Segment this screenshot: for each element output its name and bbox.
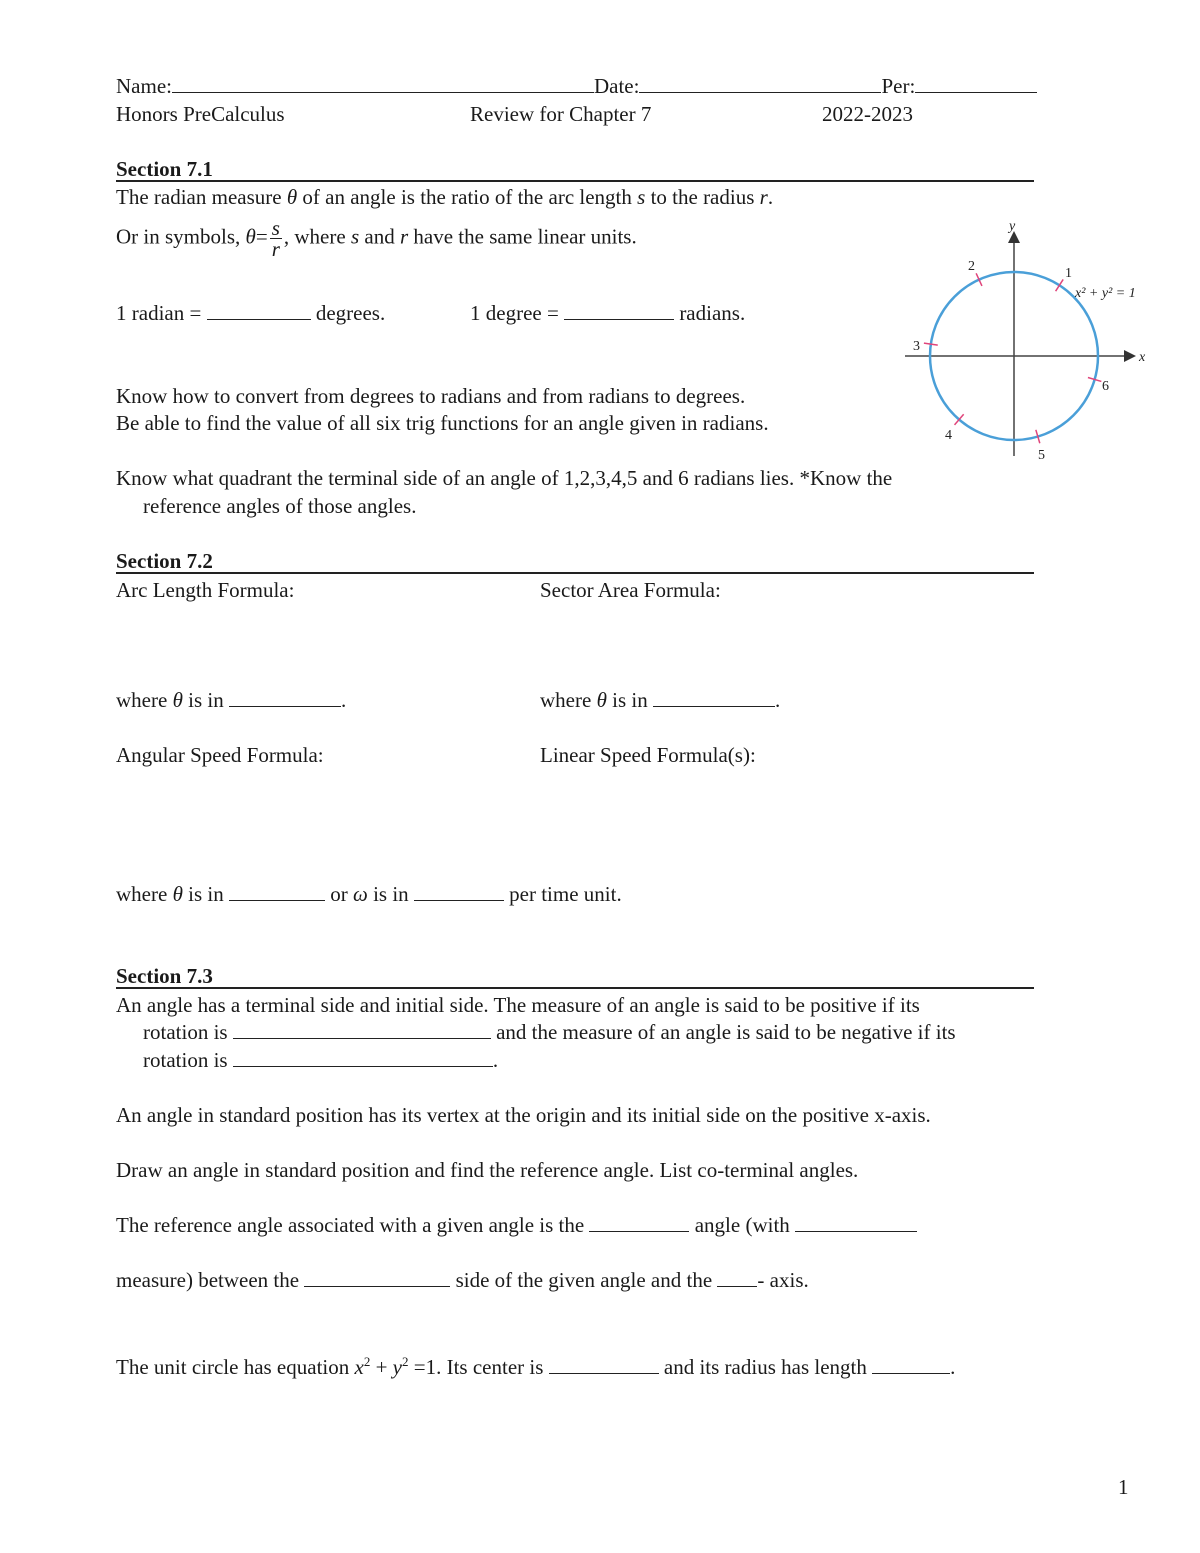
- positive-rotation-blank[interactable]: [233, 1020, 491, 1039]
- name-label: Name:: [116, 74, 172, 98]
- tick-label-1: 1: [1065, 266, 1072, 281]
- radian-definition: The radian measure θ of an angle is the ratio of the arc length s to the radius r.: [116, 185, 774, 209]
- axis-blank[interactable]: [717, 1268, 757, 1287]
- sector-theta-units: where θ is in .: [540, 688, 781, 712]
- degree-radians-blank[interactable]: [564, 301, 674, 320]
- section-7-3-rule: [116, 987, 1034, 989]
- know-convert: Know how to convert from degrees to radians and from radians to degrees.: [116, 384, 746, 408]
- speed-units: where θ is in or ω is in per time unit.: [116, 882, 622, 906]
- tick-3-radian: [924, 343, 938, 345]
- draw-angle: Draw an angle in standard position and find the reference angle. List co-terminal angles.: [116, 1158, 859, 1182]
- circle-equation: x² + y² = 1: [1075, 286, 1136, 301]
- radian-conversion: 1 radian = degrees.: [116, 301, 386, 325]
- radian-formula-line: Or in symbols, θ= $\frac{s}{r}$ , where s and r have the same linear units.: [116, 216, 637, 261]
- per-blank[interactable]: [915, 74, 1037, 93]
- arc-theta-units: where θ is in .: [116, 688, 347, 712]
- unit-circle-equation: The unit circle has equation $x^2 + y^2 =1$. Its center is and its radius has length .: [116, 1354, 956, 1379]
- arc-theta-blank[interactable]: [229, 688, 341, 707]
- reference-measure-blank[interactable]: [795, 1213, 917, 1232]
- tick-label-2: 2: [968, 259, 975, 274]
- y-axis-label: y: [1009, 219, 1016, 234]
- angle-rotation-p3: rotation is .: [143, 1048, 499, 1072]
- date-blank[interactable]: [639, 74, 881, 93]
- document-title: Review for Chapter 7: [470, 102, 652, 126]
- know-quadrant: Know what quadrant the terminal side of an angle of 1,2,3,4,5 and 6 radians lies. *Know the: [116, 466, 893, 490]
- tick-label-6: 6: [1102, 379, 1109, 394]
- angular-speed-label: Angular Speed Formula:: [116, 743, 324, 767]
- know-trig: Be able to find the value of all six trig functions for an angle given in radians.: [116, 411, 769, 435]
- angle-rotation-p2: rotation is and the measure of an angle is said to be negative if its: [143, 1020, 956, 1044]
- radian-degrees-blank[interactable]: [207, 301, 311, 320]
- date-label: Date:: [593, 74, 640, 98]
- section-7-2-rule: [116, 572, 1034, 574]
- sector-area-label: Sector Area Formula:: [540, 578, 721, 602]
- standard-position: An angle in standard position has its vertex at the origin and its initial side on the positive x-axis.: [116, 1103, 931, 1127]
- section-7-2-heading: Section 7.2: [116, 549, 213, 573]
- tick-label-4: 4: [945, 428, 952, 443]
- speed-theta-blank[interactable]: [229, 882, 325, 901]
- terminal-side-blank[interactable]: [304, 1268, 450, 1287]
- reference-angle-line-2: measure) between the side of the given angle and the - axis.: [116, 1268, 809, 1292]
- tick-1-radian: [1056, 279, 1064, 291]
- know-reference: reference angles of those angles.: [143, 494, 417, 518]
- x-axis-label: x: [1139, 350, 1146, 365]
- degree-conversion: 1 degree = radians.: [470, 301, 746, 325]
- sector-theta-blank[interactable]: [653, 688, 775, 707]
- tick-label-3: 3: [913, 339, 920, 354]
- angle-rotation-p1: An angle has a terminal side and initial side. The measure of an angle is said to be positive if its: [116, 993, 920, 1017]
- section-7-1-heading: Section 7.1: [116, 157, 213, 181]
- tick-label-5: 5: [1038, 448, 1045, 463]
- reference-angle-type-blank[interactable]: [589, 1213, 689, 1232]
- school-year: 2022-2023: [822, 102, 913, 126]
- name-blank[interactable]: [172, 74, 594, 93]
- course-name: Honors PreCalculus: [116, 102, 285, 126]
- unit-circle-figure: [895, 212, 1155, 472]
- linear-speed-label: Linear Speed Formula(s):: [540, 743, 756, 767]
- center-blank[interactable]: [549, 1355, 659, 1374]
- arc-length-label: Arc Length Formula:: [116, 578, 295, 602]
- page-number: 1: [1118, 1475, 1129, 1499]
- radius-blank[interactable]: [872, 1355, 950, 1374]
- theta-fraction: $\frac{s}{r}$: [271, 216, 280, 261]
- speed-omega-blank[interactable]: [414, 882, 504, 901]
- header-line-1: [116, 74, 1037, 99]
- negative-rotation-blank[interactable]: [233, 1048, 493, 1067]
- section-7-1-rule: [116, 180, 1034, 182]
- section-7-3-heading: Section 7.3: [116, 964, 213, 988]
- reference-angle-line-1: The reference angle associated with a given angle is the angle (with: [116, 1213, 917, 1238]
- per-label: Per:: [881, 74, 916, 98]
